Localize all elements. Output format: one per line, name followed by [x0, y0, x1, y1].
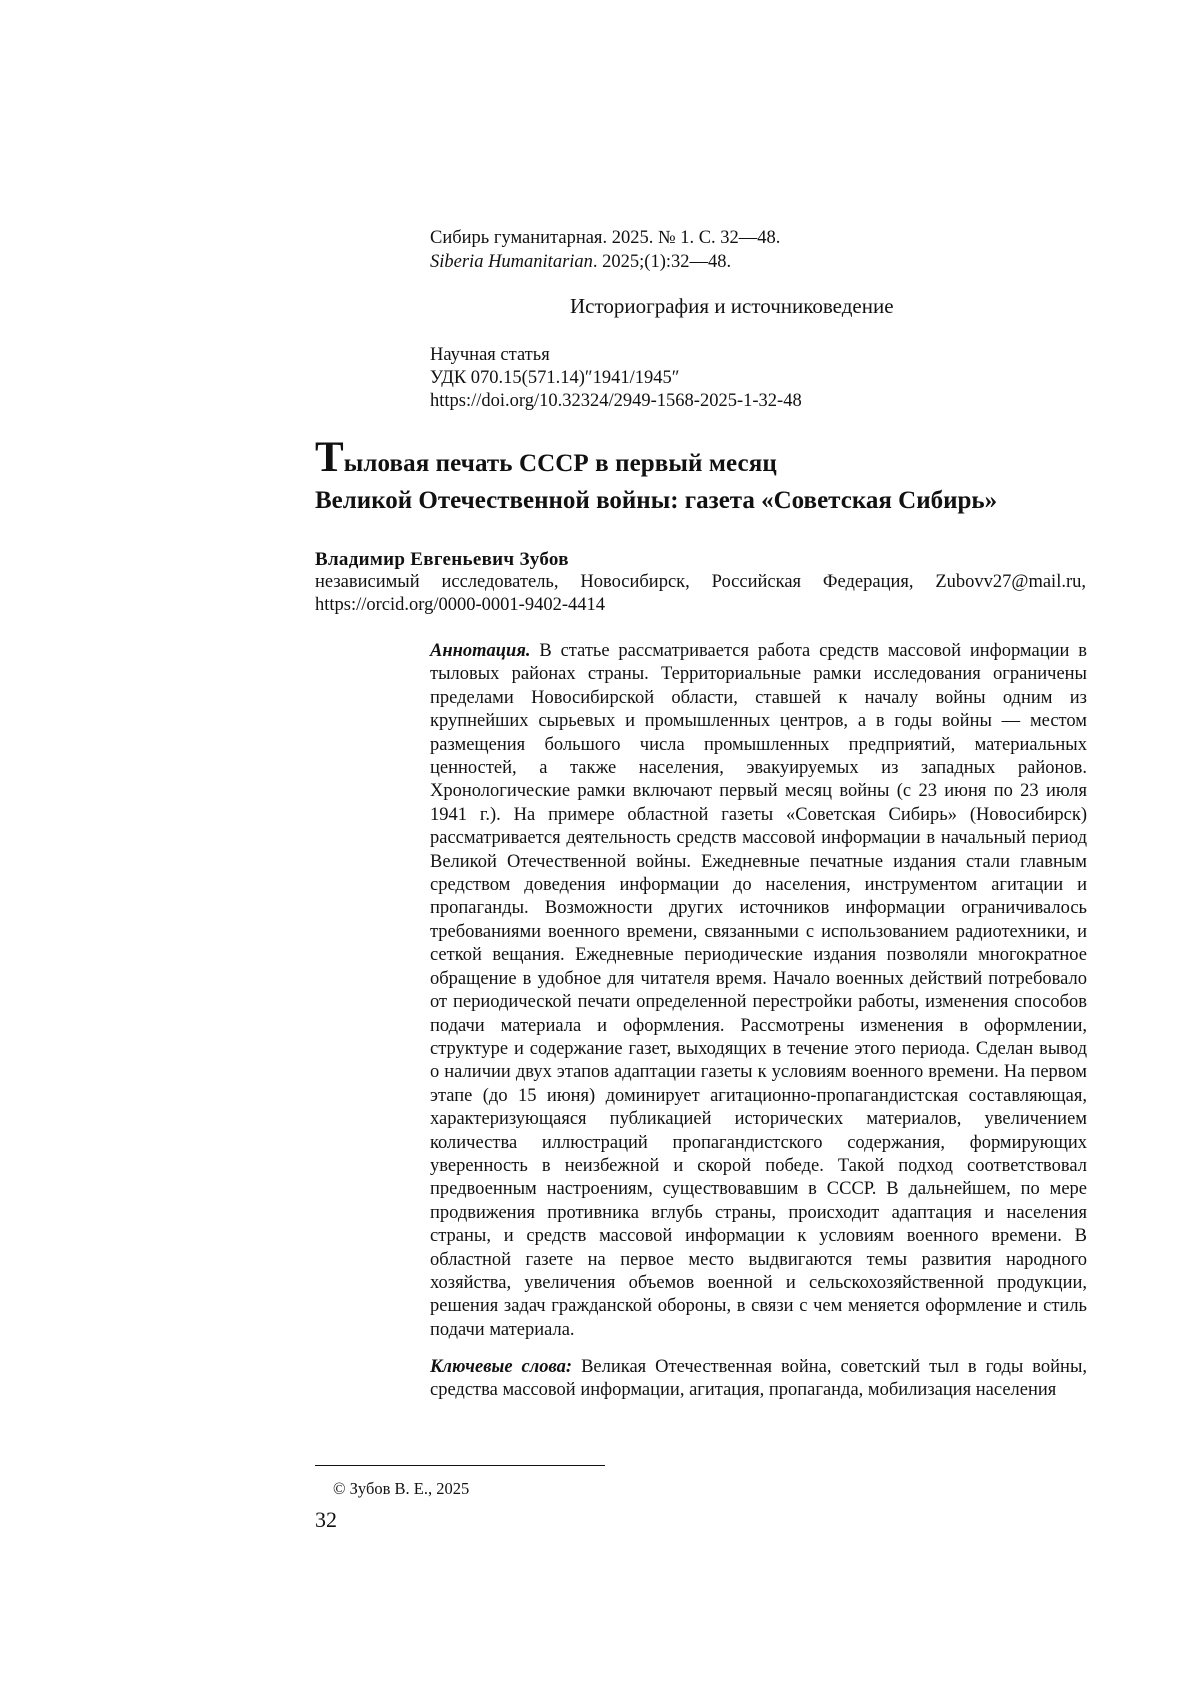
author-block	[315, 548, 1086, 617]
citation-ru: Сибирь гуманитарная. 2025. № 1. С. 32—48.	[430, 228, 781, 248]
author-name: Владимир Евгеньевич Зубов	[315, 549, 569, 570]
abstract-label: Аннотация.	[430, 641, 531, 661]
keywords	[430, 1356, 1087, 1403]
footnote-divider	[315, 1465, 605, 1466]
title-line-1-text: ыловая печать СССР в первый месяц	[343, 450, 777, 477]
citation-en	[430, 250, 780, 274]
title-line-2: Великой Отечественной войны: газета «Советская Сибирь»	[315, 487, 998, 514]
section-rubric: Историография и источниковедение	[570, 294, 894, 318]
title-initial: Т	[315, 434, 344, 481]
abstract	[430, 640, 1087, 1342]
article-title	[315, 434, 1095, 518]
keywords-label: Ключевые слова:	[430, 1357, 573, 1377]
citation-en-journal: Siberia Humanitarian	[430, 252, 593, 272]
article-meta	[430, 344, 802, 413]
author-affiliation: независимый исследователь, Новосибирск, Российская Федерация, Zubovv27@mail.ru,	[315, 572, 1086, 592]
citation-block	[430, 226, 780, 274]
udc-code: УДК 070.15(571.14)″1941/1945″	[430, 368, 680, 388]
doi-link[interactable]: https://doi.org/10.32324/2949-1568-2025-1-32-48	[430, 391, 802, 411]
citation-en-rest: . 2025;(1):32—48.	[592, 252, 732, 272]
page-number: 32	[315, 1507, 337, 1532]
keywords-text: Великая Отечественная война, советский тыл в годы войны, средства массовой информации, агитация, пропаганда, мобилизация населения	[430, 1357, 1087, 1401]
copyright-note: © Зубов В. Е., 2025	[333, 1479, 470, 1498]
title-line-1	[315, 434, 1095, 484]
abstract-text: В статье рассматривается работа средств массовой информации в тыловых районах страны. Территориальные рамки исследования ограничены пределами Новосибирской области, ставшей к началу войны одним из крупнейших сырьевых и промышленных центров, а в годы войны — местом размещения большого числа промышленных предприятий, материальных ценностей, а также населения, эвакуируемых из западных районов. Хронологические рамки включают первый месяц войны (с 23 июня по 23 июля 1941 г.). На примере областной газеты «Советская Сибирь» (Новосибирск) рассматривается деятельность средств массовой информации в начальный период Великой Отечественной войны. Ежедневные печатные издания стали главным средством доведения информации до населения, инструментом агитации и пропаганды. Возможности других источников информации ограничивалось требованиями военного времени, связанными с использованием радиотехники, и сеткой вещания. Ежедневные периодические издания позволяли многократное обращение в удобное для читателя время. Начало военных действий потребовало от периодической печати определенной перестройки работы, изменения способов подачи материала и оформления. Рассмотрены изменения в оформлении, структуре и содержание газет, выходящих в течение этого периода. Сделан вывод о наличии двух этапов адаптации газеты к условиям военного времени. На первом этапе (до 15 июня) доминирует агитационно-пропагандистская составляющая, характеризующаяся публикацией исторических материалов, увеличением количества иллюстраций пропагандистского содержания, формирующих уверенность в неизбежной и скорой победе. Такой подход соответствовал предвоенным настроениям, существовавшим в СССР. В дальнейшем, по мере продвижения противника вглубь страны, происходит адаптация и населения страны, и средств массовой информации к условиям военного времени. В областной газете на первое место выдвигаются темы развития народного хозяйства, увеличения объемов военной и сельскохозяйственной продукции, решения задач гражданской обороны, в связи с чем меняется оформление и стиль подачи материала.	[430, 641, 1087, 1340]
article-type: Научная статья	[430, 345, 550, 365]
author-orcid[interactable]: https://orcid.org/0000-0001-9402-4414	[315, 595, 605, 615]
